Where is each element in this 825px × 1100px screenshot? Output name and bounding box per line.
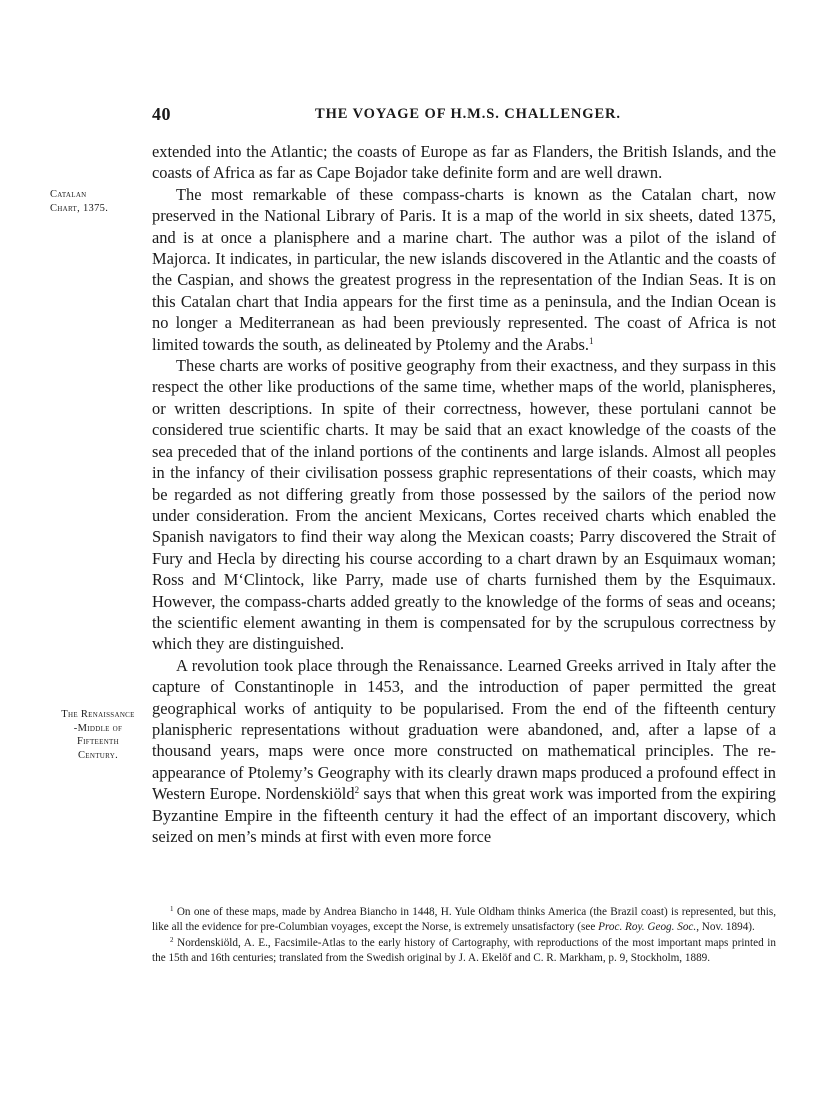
sidenote-line: Century. (77, 749, 119, 761)
sidenote-renaissance (48, 708, 148, 762)
paragraph-text: The most remarkable of these compass-charts is known as the Catalan chart, now preserved in the National Library of Paris. It is a map of the world in six sheets, dated 1375, and is at once a planisphere and a marine chart. The author was a pilot of the island of Majorca. It indicates, in particular, the new islands discovered in the Atlantic and the coasts of the Caspian, and shows the greatest progress in the representation of the Indian Seas. It is on this Catalan chart that India appears for the first time as a peninsula, and the Indian Ocean is no longer a Mediterranean as had been previously represented. The coast of Africa is not limited towards the south, as delineated by Ptolemy and the Arabs. (152, 184, 776, 354)
footnote-text: On one of these maps, made by Andrea Biancho in 1448, H. Yule Oldham thinks America (the Brazil coast) is represented, but this, like all the evidence for pre-Columbian voyages, except the Norse, is extremely unsatisfactory (see (152, 906, 777, 934)
paragraph-text: A revolution took place through the Renaissance. Learned Greeks arrived in Italy after the capture of Constantinople in 1453, and the introduction of paper permitted the great geographical works of antiquity to be popularised. From the end of the fifteenth century planispheric representations without graduation were abandoned, and, after a lapse of a thousand years, maps were once more constructed on mathematical principles. The re-appearance of Ptolemy’s Geography with its clearly drawn maps produced a profound effect in Western Europe. Nordenskiöld (152, 655, 776, 804)
sidenote-line: The Renaissance (61, 709, 135, 720)
footnote-2 (152, 936, 776, 967)
paragraph-text: says that when this great work was imported from the expiring Byzantine Empire in the fifteenth century it had the effect of an important discovery, which seized on men’s minds at first with even more force (152, 784, 776, 846)
footnotes (152, 905, 776, 966)
paragraph-text: extended into the Atlantic; the coasts of Europe as far as Flanders, the British Islands, and the coasts of Africa as far as Cape Bojador take definite form and are well drawn. (152, 142, 776, 183)
paragraph-renaissance (152, 655, 776, 848)
body-text (152, 141, 776, 847)
sidenote-line: Catalan (50, 189, 87, 200)
footnote-text: Nordenskiöld, A. E., Facsimile-Atlas to the early history of Cartography, with reproductions of the most important maps printed in the 15th and 16th centuries; translated from the Swedish original by J. A. Ekelöf and C. R. Markham, p. 9, Stockholm, 1889. (152, 936, 776, 964)
footnote-mark: 1 (170, 905, 174, 913)
paragraph-continuation (152, 141, 776, 184)
sidenote-line: -Middle of (73, 722, 123, 734)
paragraph-text: These charts are works of positive geography from their exactness, and they surpass in this respect the other like productions of the same time, whether maps of the world, planispheres, or written descriptions. In spite of their correctness, however, these portulani cannot be considered true scientific charts. It may be said that an exact knowledge of the coasts of the sea preceded that of the inland portions of the continents and large islands. Almost all peoples in the infancy of their civilisation possess graphic representations of their coasts, which may be regarded as not differing greatly from those possessed by the sailors of the period now under consideration. From the ancient Mexicans, Cortes received charts which enabled the Spanish navigators to find their way along the Mexican coasts; Parry discovered the Strait of Fury and Hecla by directing his course according to a chart drawn by an Esquimaux woman; Ross and M‘Clintock, like Parry, made use of charts furnished them by the Esquimaux. However, the compass-charts added greatly to the knowledge of the forms of seas and oceans; the scientific element awanting in them is compensated for by the scrupulous correctness by which they are distinguished. (152, 356, 776, 654)
page-header (152, 104, 776, 128)
page-number: 40 (152, 104, 171, 124)
sidenote-line: Fifteenth (77, 736, 119, 747)
sidenote-catalan-chart (50, 188, 150, 215)
running-title: THE VOYAGE OF H.M.S. CHALLENGER. (315, 106, 621, 122)
footnote-ref[interactable]: 1 (589, 335, 594, 346)
footnote-1 (152, 905, 776, 936)
paragraph-catalan-chart (152, 184, 776, 355)
footnote-citation: Proc. Roy. Geog. Soc. (598, 921, 697, 934)
footnote-mark: 2 (170, 935, 174, 944)
paragraph-portulani (152, 355, 776, 655)
footnote-text: , Nov. 1894). (696, 921, 755, 934)
sidenote-line: Chart, 1375. (50, 202, 109, 214)
footnote-ref[interactable]: 2 (354, 785, 360, 796)
